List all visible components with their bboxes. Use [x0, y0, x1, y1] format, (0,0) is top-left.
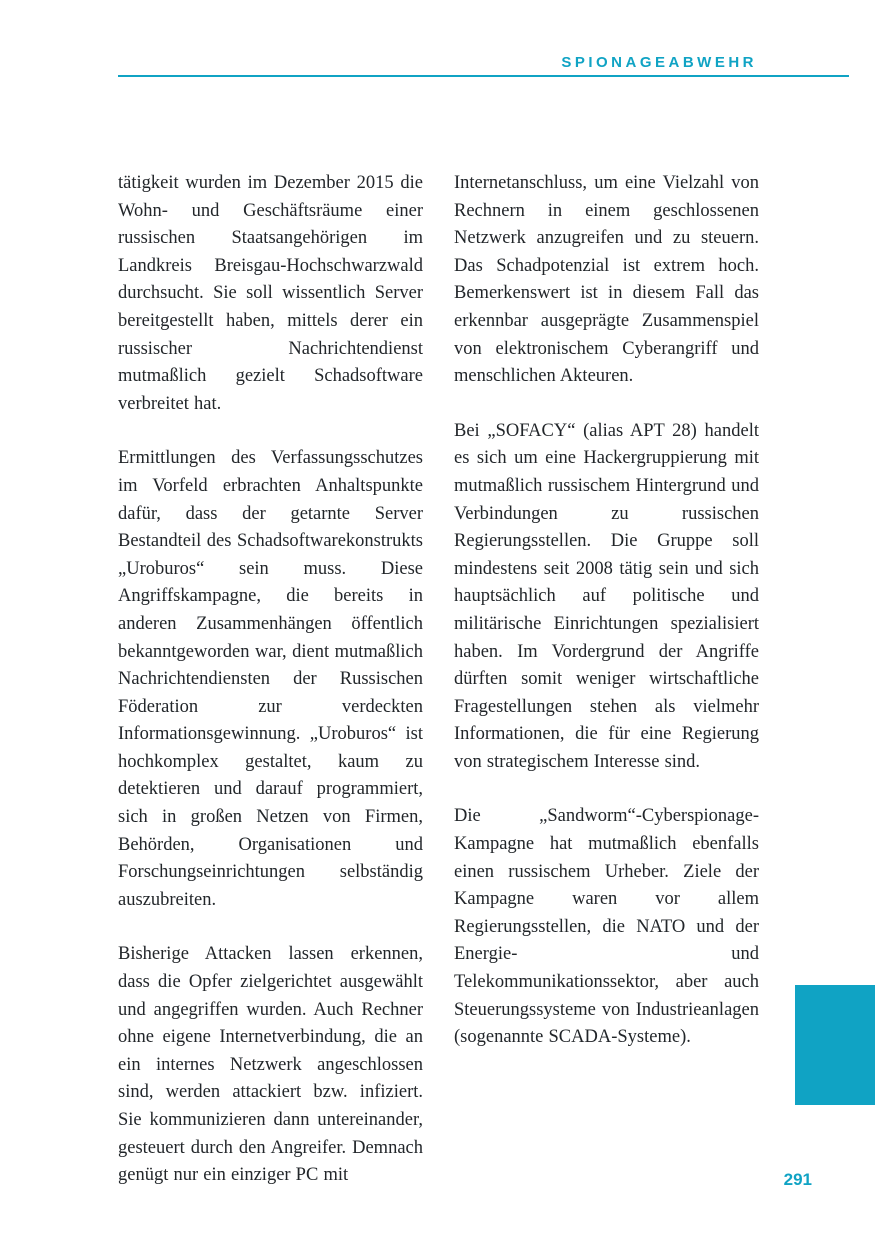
body-paragraph: tätigkeit wurden im Dezember 2015 die Wohn- und Geschäftsräume einer russischen Staatsangehörigen im Landkreis Breisgau-Hochschwarzwald durchsucht. Sie soll wissentlich Server bereitgestellt haben, mittels derer ein russischer Nachrichtendienst mutmaßlich gezielt Schadsoftware verbreitet hat.	[118, 173, 423, 414]
section-header: SPIONAGEABWEHR	[561, 54, 757, 71]
body-paragraph: Bisherige Attacken lassen erkennen, dass die Opfer zielgerichtet ausgewählt und angegriffen wurden. Auch Rechner ohne eigene Internetverbindung, die an ein internes Netzwerk angeschlossen sind, werden attackiert bzw. infiziert. Sie kommunizieren dann untereinander, gesteuert durch den Angreifer. Demnach genügt nur ein einziger PC mit	[118, 944, 423, 1186]
page-edge-marker	[795, 985, 875, 1105]
body-paragraph: Internetanschluss, um eine Vielzahl von Rechnern in einem geschlossenen Netzwerk anzugreifen und zu steuern. Das Schadpotenzial ist extrem hoch. Bemerkenswert ist in diesem Fall das erkennbar ausgeprägte Zusammenspiel von elektronischem Cyberangriff und menschlichen Akteuren.	[454, 173, 759, 387]
text-columns	[118, 170, 758, 1217]
right-column	[454, 170, 759, 1217]
body-paragraph: Die „Sandworm“-Cyberspionage-Kampagne hat mutmaßlich ebenfalls einen russischem Urheber. Ziele der Kampagne waren vor allem Regierungsstellen, die NATO und der Energie- und Telekommunikationssektor, aber auch Steuerungssysteme von Industrieanlagen (sogenannte SCADA-Systeme).	[454, 806, 759, 1048]
header-rule	[118, 75, 849, 77]
page-number: 291	[783, 1170, 812, 1189]
body-paragraph: Bei „SOFACY“ (alias APT 28) handelt es sich um eine Hackergruppierung mit mutmaßlich russischem Hintergrund und Verbindungen zu russischen Regierungsstellen. Die Gruppe soll mindestens seit 2008 tätig sein und sich hauptsächlich auf politische und militärische Einrichtungen spezialisiert haben. Im Vordergrund der Angriffe dürften somit weniger wirtschaftliche Fragestellungen stehen als vielmehr Informationen, die für eine Regierung von strategischem Interesse sind.	[454, 420, 759, 772]
left-column	[118, 170, 423, 1217]
body-paragraph: Ermittlungen des Verfassungsschutzes im Vorfeld erbrachten Anhaltspunkte dafür, dass der getarnte Server Bestandteil des Schadsoftwarekonstrukts „Uroburos“ sein muss. Diese Angriffskampagne, die bereits in anderen Zusammenhängen öffentlich bekanntgeworden war, dient mutmaßlich Nachrichtendiensten der Russischen Föderation zur verdeckten Informationsgewinnung. „Uroburos“ ist hochkomplex gestaltet, kaum zu detektieren und darauf programmiert, sich in großen Netzen von Firmen, Behörden, Organisationen und Forschungseinrichtungen selbständig auszubreiten.	[118, 448, 423, 910]
